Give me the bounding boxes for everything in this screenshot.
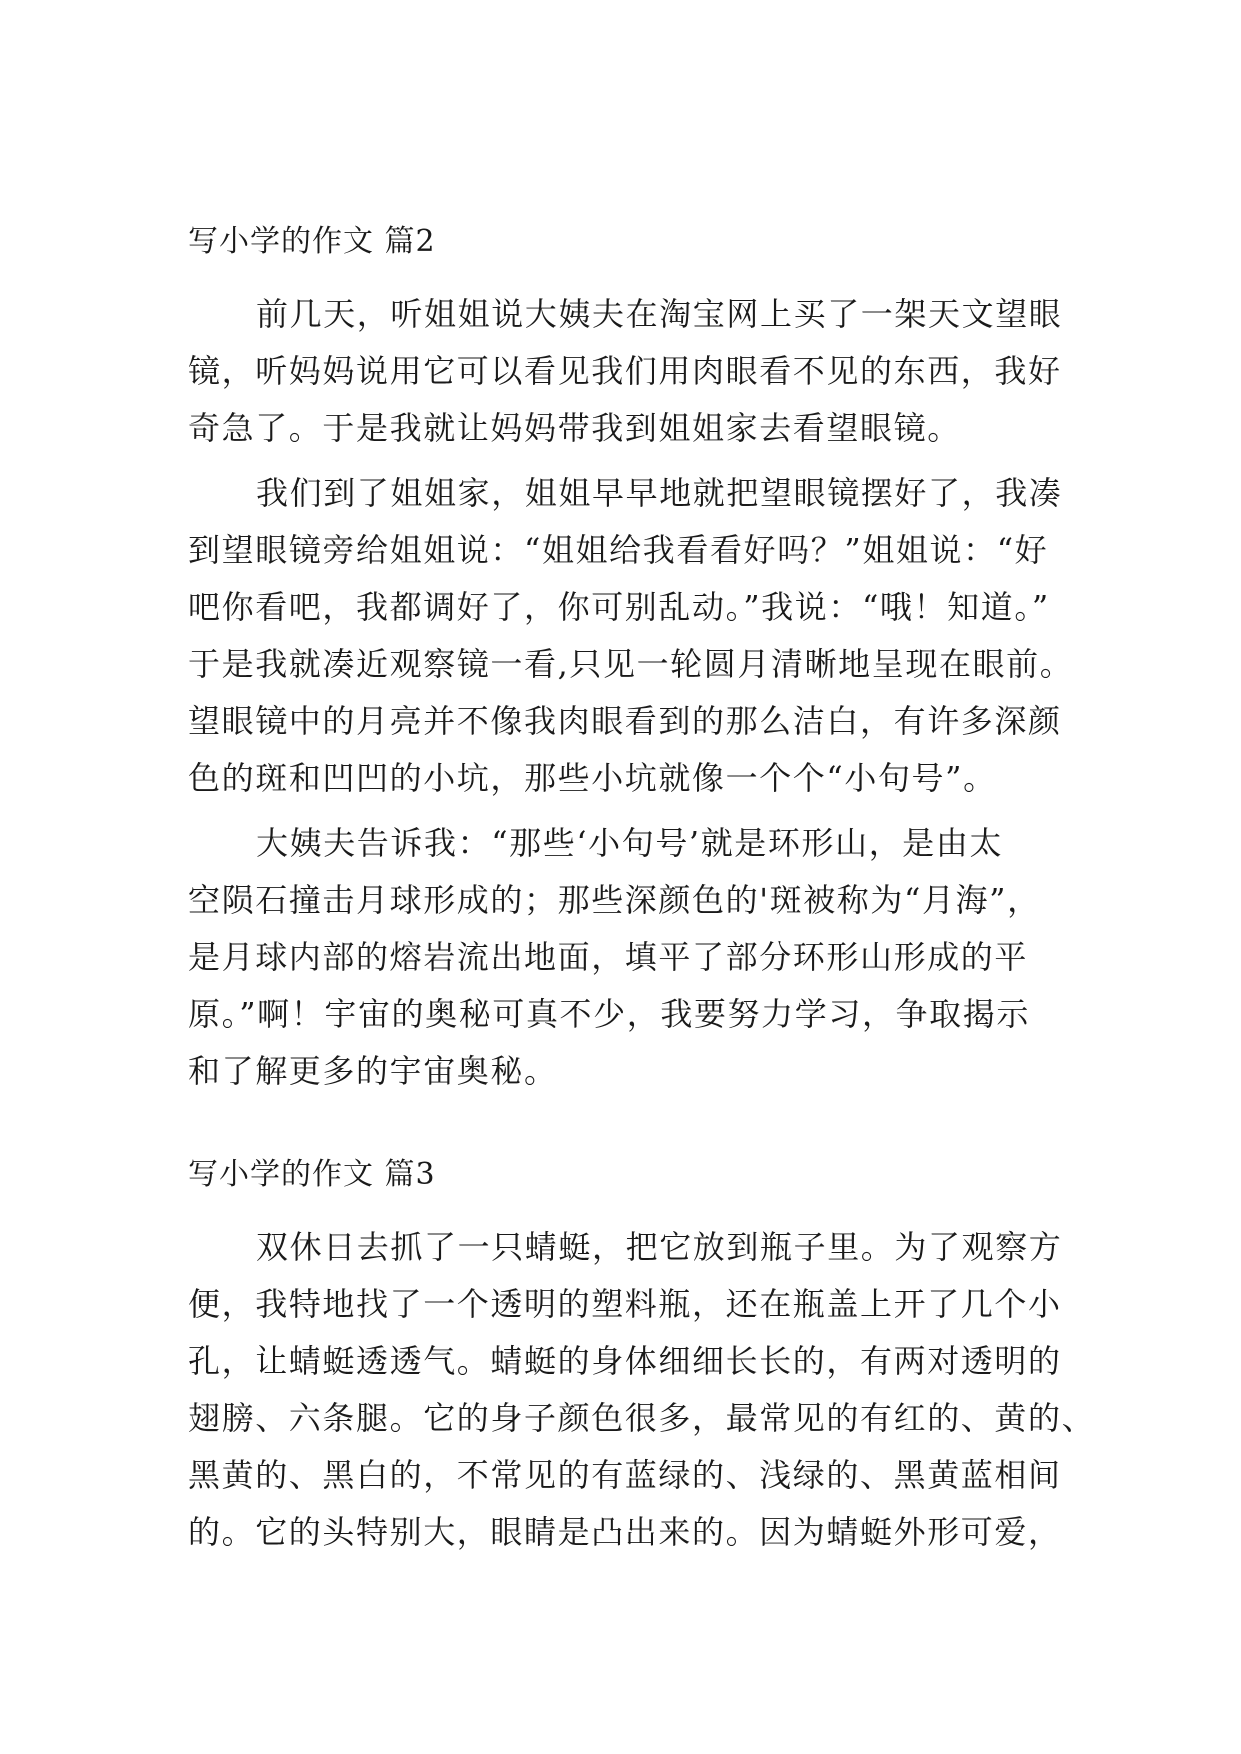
paragraph-line: 大姨夫告诉我：“那些‘小句号’就是环形山，是由太 (256, 824, 1004, 862)
paragraph-line: 空陨石撞击月球形成的；那些深颜色的'斑被称为“月海”， (188, 881, 1041, 919)
section-heading: 写小学的作文 篇2 (188, 224, 436, 259)
paragraph-line: 镜，听妈妈说用它可以看见我们用肉眼看不见的东西，我好 (188, 352, 1062, 390)
paragraph-line: 和了解更多的宇宙奥秘。 (188, 1052, 558, 1090)
paragraph (188, 465, 1074, 807)
paragraph (188, 815, 1068, 1100)
paragraph-line: 我们到了姐姐家，姐姐早早地就把望眼镜摆好了，我凑 (256, 474, 1063, 512)
essay-section-2 (188, 222, 1074, 1108)
paragraph-line: 黑黄的、黑白的，不常见的有蓝绿的、浅绿的、黑黄蓝相间 (188, 1456, 1062, 1494)
paragraph-line: 双休日去抓了一只蜻蜓，把它放到瓶子里。为了观察方 (256, 1228, 1063, 1266)
paragraph-line: 色的斑和凹凹的小坑，那些小坑就像一个个“小句号”。 (188, 759, 997, 797)
section-heading: 写小学的作文 篇3 (188, 1157, 436, 1192)
essay-section-3 (188, 1155, 1096, 1569)
paragraph-line: 原。”啊！宇宙的奥秘可真不少，我要努力学习，争取揭示 (188, 995, 1030, 1033)
paragraph-line: 便，我特地找了一个透明的塑料瓶，还在瓶盖上开了几个小 (188, 1285, 1062, 1323)
paragraph-line: 吧你看吧，我都调好了，你可别乱动。”我说：“哦！知道。” (188, 588, 1050, 626)
paragraph-line: 孔，让蜻蜓透透气。蜻蜓的身体细细长长的，有两对透明的 (188, 1342, 1062, 1380)
paragraph-line: 的。它的头特别大，眼睛是凸出来的。因为蜻蜓外形可爱， (188, 1513, 1062, 1551)
paragraph-line: 望眼镜中的月亮并不像我肉眼看到的那么洁白，有许多深颜 (188, 702, 1062, 740)
paragraph (188, 1219, 1096, 1561)
paragraph-line: 翅膀、六条腿。它的身子颜色很多，最常见的有红的、黄的、 (188, 1399, 1096, 1437)
paragraph-line: 到望眼镜旁给姐姐说：“姐姐给我看看好吗？”姐姐说：“好 (188, 531, 1049, 569)
paragraph (188, 286, 1068, 457)
paragraph-line: 前几天，听姐姐说大姨夫在淘宝网上买了一架天文望眼 (256, 295, 1063, 333)
paragraph-line: 于是我就凑近观察镜一看,只见一轮圆月清晰地呈现在眼前。 (188, 645, 1074, 683)
paragraph-line: 是月球内部的熔岩流出地面，填平了部分环形山形成的平 (188, 938, 1029, 976)
paragraph-line: 奇急了。于是我就让妈妈带我到姐姐家去看望眼镜。 (188, 409, 961, 447)
